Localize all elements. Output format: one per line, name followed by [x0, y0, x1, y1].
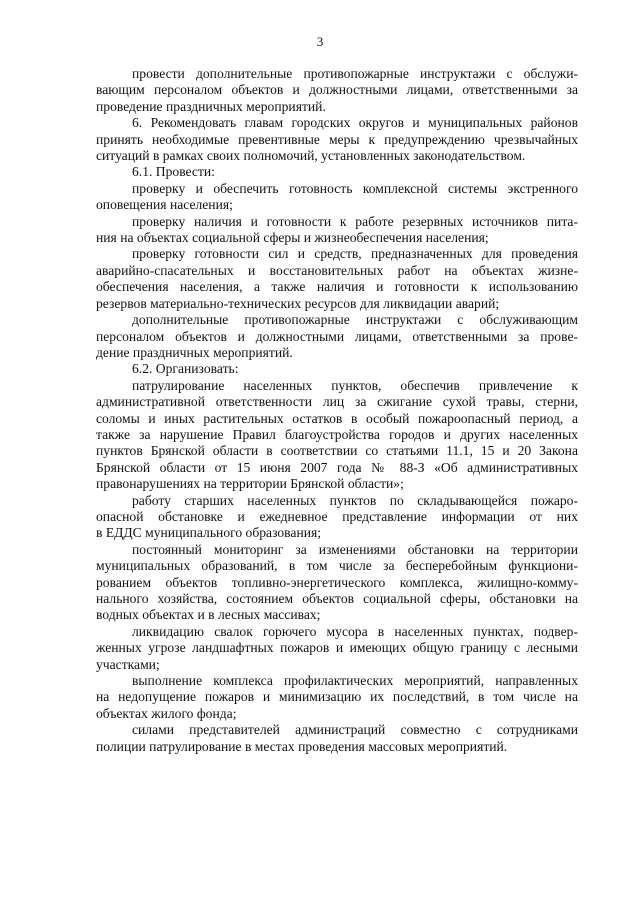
- text-line: в ЕДДС муниципального образования;: [96, 525, 322, 541]
- paragraph: [96, 164, 578, 180]
- text-line: правонарушениях на территории Брянской области»;: [96, 476, 404, 492]
- text-line: персоналом объектов и должностными лицами, ответственными за прове-: [96, 328, 578, 344]
- text-line: выполнение комплекса профилактических мероприятий, направленных: [132, 673, 578, 689]
- paragraph: [96, 181, 578, 214]
- text-line: ликвидацию свалок горючего мусора в населенных пунктах, подвер-: [132, 623, 578, 639]
- text-line: ния на объектах социальной сферы и жизнеобеспечения населения;: [96, 230, 489, 246]
- text-line: 6. Рекомендовать главам городских округов и муниципальных районов: [132, 115, 578, 131]
- paragraph: [96, 542, 578, 624]
- text-line: резервов материально-технических ресурсов для ликвидации аварий;: [96, 295, 500, 311]
- text-line: оповещения населения;: [96, 197, 233, 213]
- text-line: рованием объектов топливно-энергетического комплекса, жилищно-комму-: [96, 574, 578, 590]
- text-line: опасной обстановке и ежедневное представление информации от них: [96, 508, 578, 524]
- paragraph: [96, 624, 578, 673]
- text-line: участками;: [96, 656, 160, 672]
- text-line: проверку готовности сил и средств, предназначенных для проведения: [132, 246, 578, 262]
- paragraph: [96, 214, 578, 247]
- text-line: на недопущение пожаров и минимизацию их последствий, в том числе на: [96, 689, 578, 705]
- text-line: 6.2. Организовать:: [132, 361, 239, 377]
- text-line: 6.1. Провести:: [132, 164, 215, 180]
- text-line: полиции патрулирование в местах проведения массовых мероприятий.: [96, 738, 508, 754]
- text-line: провести дополнительные противопожарные инструктажи с обслужи-: [132, 66, 578, 81]
- text-line: нального хозяйства, состоянием объектов социальной сферы, обстановки на: [96, 591, 578, 606]
- paragraph: [96, 378, 578, 493]
- document-body: [96, 66, 578, 755]
- paragraph: [96, 493, 578, 542]
- paragraph: [96, 722, 578, 755]
- text-line: объектах жилого фонда;: [96, 705, 237, 721]
- text-line: соломы и иных растительных остатков в особый пожароопасный период, а: [96, 410, 578, 426]
- text-line: Брянской области от 15 июня 2007 года № 88-З «Об административных: [96, 459, 578, 475]
- text-line: пунктов Брянской области в соответствии со статьями 11.1, 15 и 20 Закона: [96, 443, 578, 459]
- text-line: патрулирование населенных пунктов, обеспечив привлечение к: [132, 377, 578, 393]
- text-line: дополнительные противопожарные инструктажи с обслуживающим: [132, 312, 578, 328]
- paragraph: [96, 361, 578, 377]
- text-line: аварийно-спасательных и восстановительных работ на объектах жизне-: [96, 262, 578, 278]
- text-line: силами представителей администраций совместно с сотрудниками: [132, 722, 578, 738]
- text-line: принять необходимые превентивные меры к предупреждению чрезвычайных: [96, 131, 578, 147]
- text-line: муниципальных образований, в том числе за бесперебойным функциони-: [96, 558, 578, 574]
- text-line: обеспечения населения, а также наличия и готовности к использованию: [96, 279, 578, 295]
- page-number: 3: [316, 34, 324, 49]
- text-line: дение праздничных мероприятий.: [96, 344, 293, 360]
- text-line: проверку и обеспечить готовность комплексной системы экстренного: [132, 180, 578, 196]
- text-line: работу старших населенных пунктов по складывающейся пожаро-: [132, 492, 578, 508]
- text-line: административной ответственности лиц за сжигание сухой травы, стерни,: [96, 394, 578, 410]
- text-line: также за нарушение Правил благоустройства городов и других населенных: [96, 426, 578, 442]
- paragraph: [96, 115, 578, 164]
- text-line: водных объектах и в лесных массивах;: [96, 607, 321, 623]
- paragraph: [96, 312, 578, 361]
- paragraph: [96, 246, 578, 312]
- paragraph: [96, 673, 578, 722]
- text-line: вающим персоналом объектов и должностными лицами, ответственными за: [96, 82, 578, 98]
- text-line: ситуаций в рамках своих полномочий, установленных законодательством.: [96, 148, 526, 164]
- text-line: проверку наличия и готовности к работе резервных источников пита-: [132, 213, 578, 229]
- text-line: проведение праздничных мероприятий.: [96, 98, 326, 114]
- paragraph: [96, 66, 578, 115]
- text-line: женных угрозе ландшафтных пожаров и имеющих общую границу с лесными: [96, 640, 578, 656]
- text-line: постоянный мониторинг за изменениями обстановки на территории: [132, 541, 578, 557]
